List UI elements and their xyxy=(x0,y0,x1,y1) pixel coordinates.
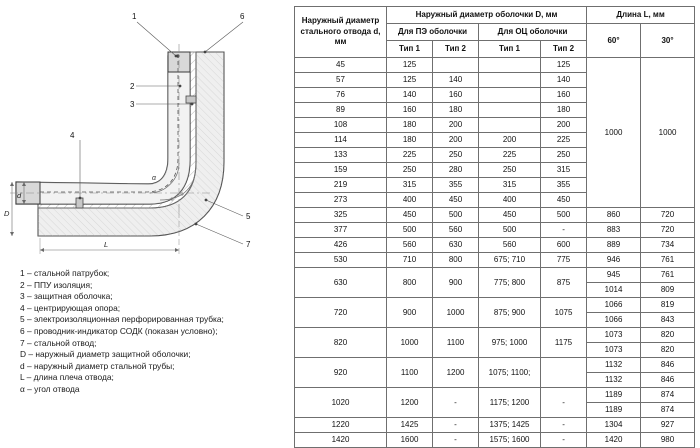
legend-item: 4 – центрирующая опора; xyxy=(20,302,121,313)
cell-pe2: 560 xyxy=(433,223,479,238)
cell-oc2: - xyxy=(541,388,587,418)
cell-oc1 xyxy=(479,58,541,73)
cell-oc2: 200 xyxy=(541,118,587,133)
sodk-conductor xyxy=(40,54,180,192)
cell-d: 630 xyxy=(295,268,387,298)
header-shell-diameter-group: Наружный диаметр оболочки D, мм xyxy=(387,7,587,24)
callout-6 xyxy=(204,12,245,53)
cell-oc2: 125 xyxy=(541,58,587,73)
cell-d: 57 xyxy=(295,73,387,88)
legend-item: 7 – стальной отвод; xyxy=(20,337,97,348)
cell-pe2: - xyxy=(433,433,479,448)
cell-l60: 860 xyxy=(587,208,641,223)
cell-oc1: 1075; 1100; xyxy=(479,358,541,388)
cell-l30: 734 xyxy=(641,238,695,253)
left-pane xyxy=(0,0,292,432)
cell-l30: 761 xyxy=(641,253,695,268)
cell-oc2: 775 xyxy=(541,253,587,268)
callout-2-label: 2 xyxy=(130,82,135,91)
cell-oc1: 875; 900 xyxy=(479,298,541,328)
cell-d: 920 xyxy=(295,358,387,388)
cell-oc1: 1575; 1600 xyxy=(479,433,541,448)
cell-pe1: 140 xyxy=(387,88,433,103)
cell-l30: 819 xyxy=(641,298,695,313)
cell-l30: 1000 xyxy=(641,58,695,208)
cell-l60: 889 xyxy=(587,238,641,253)
cell-pe1: 450 xyxy=(387,208,433,223)
callout-6-label: 6 xyxy=(240,12,245,21)
cell-d: 530 xyxy=(295,253,387,268)
cell-d: 1020 xyxy=(295,388,387,418)
cell-oc2: 160 xyxy=(541,88,587,103)
cell-oc2: 355 xyxy=(541,178,587,193)
cell-oc1: 450 xyxy=(479,208,541,223)
cell-pe2: 900 xyxy=(433,268,479,298)
legend-item: L – длина плеча отвода; xyxy=(20,372,114,383)
cell-pe1: 800 xyxy=(387,268,433,298)
cell-l60: 1189 xyxy=(587,388,641,403)
angle-label: α xyxy=(152,175,156,182)
dimension-d-label: d xyxy=(17,191,22,200)
cell-pe2: 160 xyxy=(433,88,479,103)
legend-item: 6 – проводник-индикатор СОДК (показан условно); xyxy=(20,325,218,336)
cell-pe2: 180 xyxy=(433,103,479,118)
cell-d: 273 xyxy=(295,193,387,208)
legend-item: 3 – защитная оболочка; xyxy=(20,291,113,302)
callout-7 xyxy=(195,223,251,249)
cell-oc1: 200 xyxy=(479,133,541,148)
header-oc-shell: Для ОЦ оболочки xyxy=(479,24,587,41)
dimension-D xyxy=(4,182,14,236)
cell-oc1 xyxy=(479,88,541,103)
cell-oc2: 315 xyxy=(541,163,587,178)
cell-pe1: 225 xyxy=(387,148,433,163)
cell-l30: 980 xyxy=(641,433,695,448)
legend-item: α – угол отвода xyxy=(20,383,80,394)
elbow-sectional-drawing xyxy=(0,0,292,262)
cell-oc1 xyxy=(479,118,541,133)
cell-oc2: 500 xyxy=(541,208,587,223)
cell-l60: 883 xyxy=(587,223,641,238)
legend-item: D – наружный диаметр защитной оболочки; xyxy=(20,349,191,360)
cell-d: 76 xyxy=(295,88,387,103)
cell-oc1: 225 xyxy=(479,148,541,163)
cell-oc2: - xyxy=(541,433,587,448)
legend xyxy=(20,268,288,396)
cell-oc1 xyxy=(479,73,541,88)
cell-oc1: 975; 1000 xyxy=(479,328,541,358)
cell-l60: 1189 xyxy=(587,403,641,418)
cell-oc1: 250 xyxy=(479,163,541,178)
cell-d: 219 xyxy=(295,178,387,193)
cell-d: 377 xyxy=(295,223,387,238)
cell-l60: 945 xyxy=(587,268,641,283)
table-row xyxy=(295,58,695,73)
cell-pe2: 250 xyxy=(433,148,479,163)
table-row xyxy=(295,388,695,403)
cell-oc2: 1175 xyxy=(541,328,587,358)
legend-item: d – наружный диаметр стальной трубы; xyxy=(20,360,175,371)
callout-1-label: 1 xyxy=(132,12,137,21)
cell-pe1: 180 xyxy=(387,133,433,148)
header-oc-type1: Тип 1 xyxy=(479,41,541,58)
cell-pe2: 1100 xyxy=(433,328,479,358)
cell-oc2: 180 xyxy=(541,103,587,118)
header-pe-shell: Для ПЭ оболочки xyxy=(387,24,479,41)
table-row xyxy=(295,433,695,448)
cell-pe2: 355 xyxy=(433,178,479,193)
cell-l30: 874 xyxy=(641,403,695,418)
table-row xyxy=(295,238,695,253)
cell-d: 720 xyxy=(295,298,387,328)
cell-l60: 1066 xyxy=(587,313,641,328)
cell-l60: 1073 xyxy=(587,343,641,358)
cell-l60: 1132 xyxy=(587,373,641,388)
cell-oc2: 450 xyxy=(541,193,587,208)
cell-pe1: 160 xyxy=(387,103,433,118)
cell-l60: 1066 xyxy=(587,298,641,313)
cell-oc2: 600 xyxy=(541,238,587,253)
cell-pe1: 500 xyxy=(387,223,433,238)
cell-l30: 820 xyxy=(641,328,695,343)
cell-d: 133 xyxy=(295,148,387,163)
legend-item: 2 – ППУ изоляция; xyxy=(20,279,93,290)
cell-oc1: 675; 710 xyxy=(479,253,541,268)
dimension-L-label: L xyxy=(104,240,109,249)
cell-pe1: 180 xyxy=(387,118,433,133)
header-pe-type1: Тип 1 xyxy=(387,41,433,58)
cell-oc1: 560 xyxy=(479,238,541,253)
cell-l60: 1132 xyxy=(587,358,641,373)
cell-l30: 846 xyxy=(641,358,695,373)
cell-d: 45 xyxy=(295,58,387,73)
cell-pe2: 200 xyxy=(433,118,479,133)
header-length-30: 30° xyxy=(641,24,695,58)
cell-pe1: 250 xyxy=(387,163,433,178)
table-row xyxy=(295,298,695,313)
cell-pe1: 125 xyxy=(387,73,433,88)
cell-l30: 720 xyxy=(641,208,695,223)
cell-pe2: 1000 xyxy=(433,298,479,328)
legend-item: 1 – стальной патрубок; xyxy=(20,268,110,278)
table-row xyxy=(295,208,695,223)
header-length-group: Длина L, мм xyxy=(587,7,695,24)
cell-d: 114 xyxy=(295,133,387,148)
cell-l60: 1000 xyxy=(587,58,641,208)
cell-oc1: 1375; 1425 xyxy=(479,418,541,433)
header-oc-type2: Тип 2 xyxy=(541,41,587,58)
specification-table xyxy=(294,6,695,448)
cell-oc2: 250 xyxy=(541,148,587,163)
cell-l30: 761 xyxy=(641,268,695,283)
cell-oc1: 500 xyxy=(479,223,541,238)
cell-l30: 809 xyxy=(641,283,695,298)
cell-pe1: 315 xyxy=(387,178,433,193)
dimension-D-label: D xyxy=(4,209,10,218)
cell-pe1: 125 xyxy=(387,58,433,73)
cell-l60: 946 xyxy=(587,253,641,268)
cell-d: 426 xyxy=(295,238,387,253)
cell-pe2: 140 xyxy=(433,73,479,88)
cell-d: 1420 xyxy=(295,433,387,448)
table-row xyxy=(295,253,695,268)
cell-oc1: 1175; 1200 xyxy=(479,388,541,418)
cell-pe2: 800 xyxy=(433,253,479,268)
cell-oc1: 315 xyxy=(479,178,541,193)
cell-oc2 xyxy=(541,358,587,388)
table-head xyxy=(295,7,695,58)
cell-l30: 720 xyxy=(641,223,695,238)
header-steel-elbow-diameter: Наружный диаметр стального отвода d, мм xyxy=(295,7,387,58)
cell-oc2: 1075 xyxy=(541,298,587,328)
table-row xyxy=(295,358,695,373)
cell-l30: 874 xyxy=(641,388,695,403)
cell-pe1: 1100 xyxy=(387,358,433,388)
cell-pe2: 500 xyxy=(433,208,479,223)
callout-7-label: 7 xyxy=(246,240,251,249)
cell-d: 1220 xyxy=(295,418,387,433)
table-header-row-1 xyxy=(295,7,695,24)
callout-1 xyxy=(132,12,177,57)
cell-l60: 1073 xyxy=(587,328,641,343)
cell-pe1: 710 xyxy=(387,253,433,268)
header-length-60: 60° xyxy=(587,24,641,58)
cell-pe2: - xyxy=(433,418,479,433)
table-row xyxy=(295,418,695,433)
cell-pe2: 200 xyxy=(433,133,479,148)
cell-d: 108 xyxy=(295,118,387,133)
cell-pe1: 1000 xyxy=(387,328,433,358)
cell-d: 159 xyxy=(295,163,387,178)
cell-l60: 1014 xyxy=(587,283,641,298)
cell-pe2: 280 xyxy=(433,163,479,178)
cell-oc1 xyxy=(479,103,541,118)
table-row xyxy=(295,223,695,238)
table-body xyxy=(295,58,695,448)
cell-l30: 846 xyxy=(641,373,695,388)
cell-pe1: 1200 xyxy=(387,388,433,418)
cell-oc2: 140 xyxy=(541,73,587,88)
callout-4-label: 4 xyxy=(70,131,75,140)
cell-oc2: 875 xyxy=(541,268,587,298)
cell-d: 820 xyxy=(295,328,387,358)
table-row xyxy=(295,268,695,283)
callout-5-label: 5 xyxy=(246,212,251,221)
specification-table-wrapper xyxy=(294,6,696,448)
header-pe-type2: Тип 2 xyxy=(433,41,479,58)
elbow-svg xyxy=(0,0,292,262)
cell-pe2: 630 xyxy=(433,238,479,253)
cell-pe1: 1425 xyxy=(387,418,433,433)
cell-pe1: 560 xyxy=(387,238,433,253)
legend-item: 5 – электроизоляционная перфорированная трубка; xyxy=(20,314,224,325)
cell-oc1: 775; 800 xyxy=(479,268,541,298)
cell-pe2: 450 xyxy=(433,193,479,208)
cell-oc2: - xyxy=(541,418,587,433)
cell-oc2: 225 xyxy=(541,133,587,148)
cell-d: 89 xyxy=(295,103,387,118)
cell-pe2 xyxy=(433,58,479,73)
cell-l30: 927 xyxy=(641,418,695,433)
cell-d: 325 xyxy=(295,208,387,223)
cell-pe1: 900 xyxy=(387,298,433,328)
cell-pe2: - xyxy=(433,388,479,418)
table-row xyxy=(295,328,695,343)
cell-oc1: 400 xyxy=(479,193,541,208)
callout-3-label: 3 xyxy=(130,100,135,109)
cell-oc2: - xyxy=(541,223,587,238)
cell-pe2: 1200 xyxy=(433,358,479,388)
cell-l30: 843 xyxy=(641,313,695,328)
cell-pe1: 400 xyxy=(387,193,433,208)
cell-l30: 820 xyxy=(641,343,695,358)
cell-pe1: 1600 xyxy=(387,433,433,448)
cell-l60: 1304 xyxy=(587,418,641,433)
cell-l60: 1420 xyxy=(587,433,641,448)
steel-pipe-inner xyxy=(16,56,190,204)
